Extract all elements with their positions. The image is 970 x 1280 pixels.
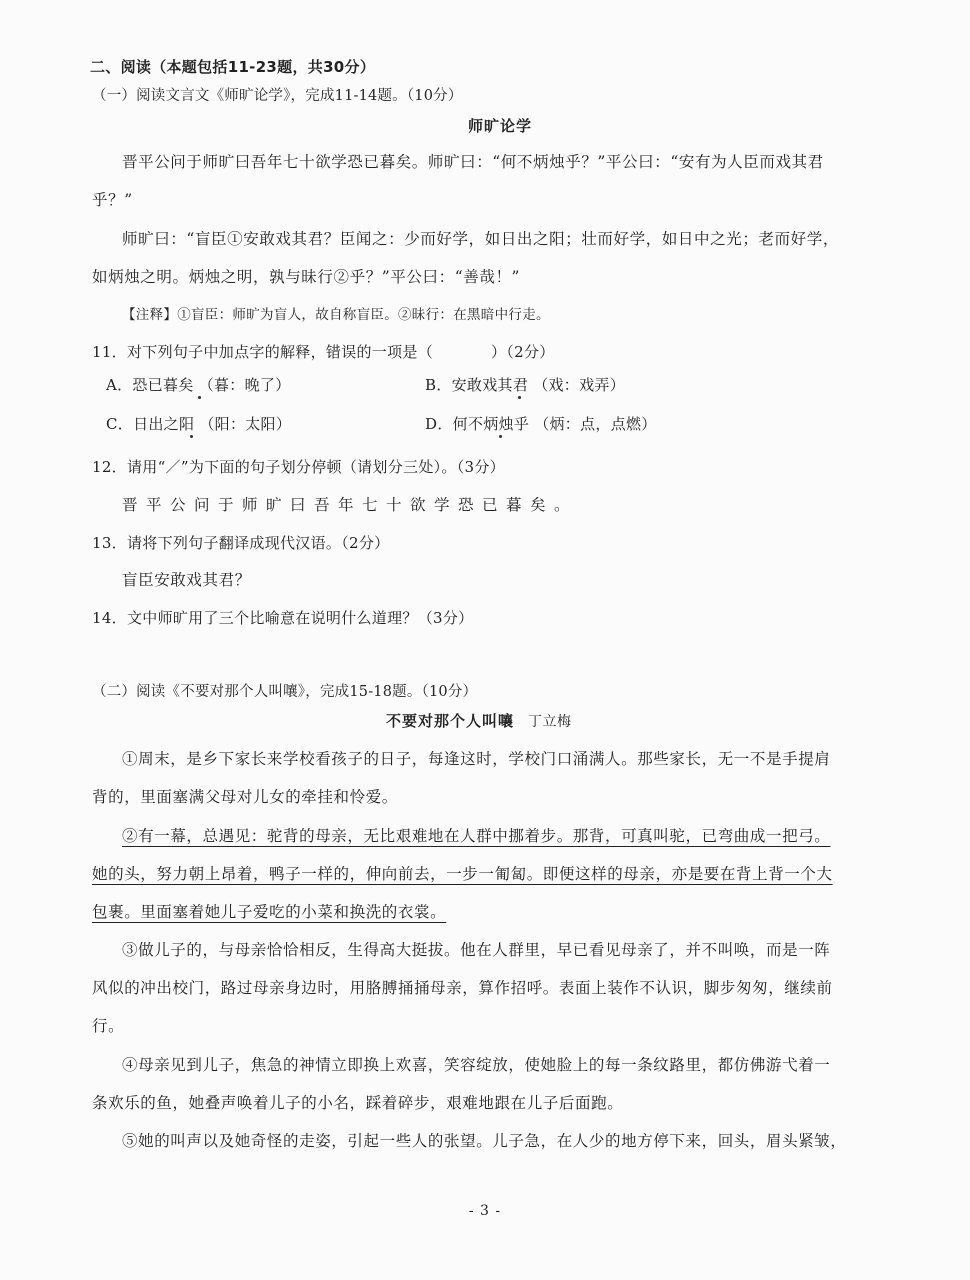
part1-line-1: 晋平公问于师旷曰吾年七十欲学恐已暮矣。师旷曰：“何不炳烛乎？”平公曰：“安有为人臣而戏其君 bbox=[122, 153, 824, 171]
emphasis-dot-bing bbox=[499, 435, 502, 438]
question-13-stem: 13．请将下列句子翻译成现代汉语。（2分） bbox=[92, 534, 390, 552]
part1-title: 师旷论学 bbox=[468, 117, 533, 135]
option-b: B．安敢戏其君 （戏：戏弄） bbox=[425, 376, 625, 394]
section-header: 二、阅读（本题包括11-23题，共30分） bbox=[90, 58, 376, 76]
part2-title-row bbox=[386, 711, 572, 732]
part2-line-7: 风似的冲出校门，路过母亲身边时，用胳膊捅捅母亲，算作招呼。表面上装作不认识，脚步匆匆，继续前 bbox=[92, 979, 833, 997]
part1-intro: （一）阅读文言文《师旷论学》，完成11-14题。（10分） bbox=[92, 88, 463, 104]
part2-line-3-underlined: ②有一幕，总遇见：驼背的母亲，无比艰难地在人群中挪着步。那背，可真叫驼，已弯曲成一把弓。 bbox=[122, 827, 831, 845]
question-11-stem-start: 11．对下列句子中加点字的解释，错误的一项是（ bbox=[92, 343, 433, 361]
part2-line-6: ③做儿子的，与母亲恰恰相反，生得高大挺拔。他在人群里，早已看见母亲了，并不叫唤，而是一阵 bbox=[122, 941, 831, 959]
option-d: D．何不炳烛乎 （炳：点，点燃） bbox=[425, 415, 657, 433]
part2-line-10: 条欢乐的鱼，她叠声唤着儿子的小名，踩着碎步，艰难地跟在儿子后面跑。 bbox=[92, 1094, 624, 1112]
part2-line-8: 行。 bbox=[92, 1017, 125, 1035]
option-c: C．日出之阳 （阳：太阳） bbox=[106, 415, 292, 433]
part2-title: 不要对那个人叫嚷 bbox=[386, 712, 515, 730]
emphasis-dot-yang bbox=[190, 435, 193, 438]
part1-line-4: 如炳烛之明。炳烛之明，孰与昧行②乎？”平公曰：“善哉！” bbox=[92, 268, 521, 286]
question-14-stem: 14．文中师旷用了三个比喻意在说明什么道理？（3分） bbox=[92, 609, 474, 627]
page-number: - 3 - bbox=[468, 1203, 502, 1219]
part2-line-5-underlined: 包裹。里面塞着她儿子爱吃的小菜和换洗的衣裳。 bbox=[92, 903, 447, 921]
option-a: A．恐已暮矣 （暮：晚了） bbox=[106, 376, 291, 394]
part2-line-1: ①周末，是乡下家长来学校看孩子的日子，每逢这时，学校门口涌满人。那些家长，无一不是手提肩 bbox=[122, 750, 831, 768]
emphasis-dot-xi bbox=[518, 396, 521, 399]
part2-line-11: ⑤她的叫声以及她奇怪的走姿，引起一些人的张望。儿子急，在人少的地方停下来，回头，眉头紧皱， bbox=[122, 1132, 847, 1150]
question-11-stem bbox=[92, 342, 555, 362]
question-11-stem-end: ）（2分） bbox=[491, 343, 555, 361]
question-12-sentence: 晋平公问于师旷曰吾年七十欲学恐已暮矣。 bbox=[122, 496, 579, 514]
part2-author: 丁立梅 bbox=[528, 714, 572, 730]
emphasis-dot-mu bbox=[198, 396, 201, 399]
part1-line-3: 师旷曰：“盲臣①安敢戏其君？臣闻之：少而好学，如日出之阳；壮而好学，如日中之光；老而好学， bbox=[122, 230, 839, 248]
part2-intro: （二）阅读《不要对那个人叫嚷》，完成15-18题。（10分） bbox=[92, 684, 478, 700]
annotation-note: 【注释】①盲臣：师旷为盲人，故自称盲臣。②昧行：在黑暗中行走。 bbox=[122, 307, 550, 323]
part2-line-4-underlined: 她的头，努力朝上昂着，鸭子一样的，伸向前去，一步一匍匐。即便这样的母亲，亦是要在背上背一个大 bbox=[92, 865, 833, 883]
question-12-stem: 12．请用“／”为下面的句子划分停顿（请划分三处）。（3分） bbox=[92, 458, 505, 476]
question-13-sentence: 盲臣安敢戏其君？ bbox=[122, 571, 251, 589]
part1-line-2: 乎？” bbox=[92, 191, 133, 209]
part2-line-9: ④母亲见到儿子，焦急的神情立即换上欢喜，笑容绽放，使她脸上的每一条纹路里，都仿佛游弋着一 bbox=[122, 1056, 831, 1074]
part2-line-2: 背的，里面塞满父母对儿女的牵挂和怜爱。 bbox=[92, 788, 398, 806]
